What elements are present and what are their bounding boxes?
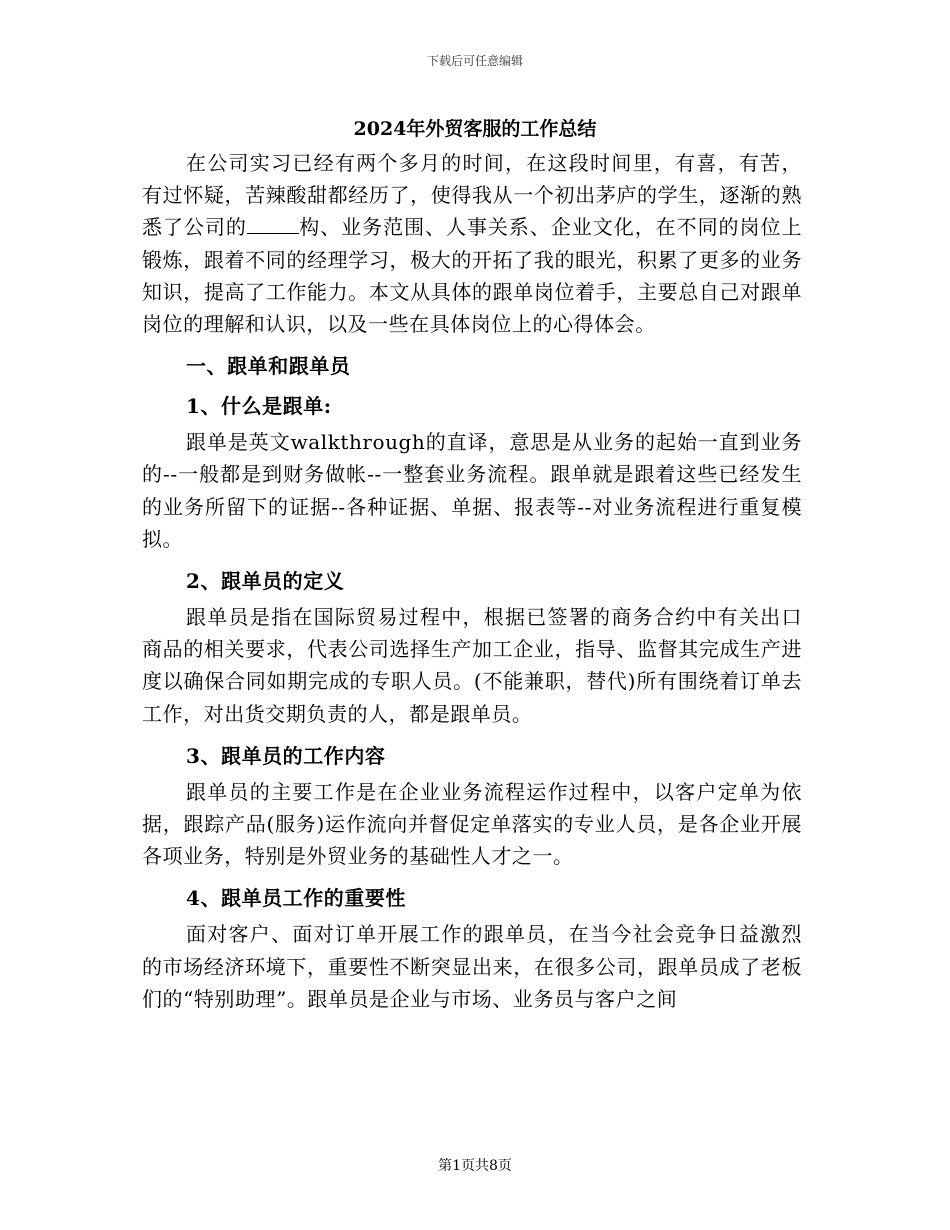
subsection-heading-1: 1、什么是跟单: xyxy=(186,394,332,419)
document-body xyxy=(142,147,802,1015)
subsection-paragraph-1: 跟单是英文walkthrough的直译，意思是从业务的起始一直到业务的--一般都是到财务做帐--一整套业务流程。跟单就是跟着这些已经发生的业务所留下的证据--各种证据、单据、报表等--对业务流程进行重复模拟。 xyxy=(142,430,802,551)
intro-text-part2: 构、业务范围、人事关系、企业文化，在不同的岗位上锻炼，跟着不同的经理学习，极大的开拓了我的眼光，积累了更多的业务知识，提高了工作能力。本文从具体的跟单岗位着手，主要总自己对跟单岗位的理解和认识，以及一些在具体岗位上的心得体会。 xyxy=(142,215,802,337)
subsection-heading-2: 2、跟单员的定义 xyxy=(186,569,345,594)
subsection-heading-3: 3、跟单员的工作内容 xyxy=(186,743,386,768)
subsection-paragraph-4: 面对客户、面对订单开展工作的跟单员，在当今社会竞争日益激烈的市场经济环境下，重要性不断突显出来，在很多公司，跟单员成了老板们的“特别助理”。跟单员是企业与市场、业务员与客户之间 xyxy=(142,922,802,1011)
section-heading-1: 一、跟单和跟单员 xyxy=(186,354,351,379)
intro-text-part1: 在公司实习已经有两个多月的时间，在这段时间里，有喜，有苦，有过怀疑，苦辣酸甜都经历了，使得我从一个初出茅庐的学生，逐渐的熟悉了公司的 xyxy=(142,151,802,240)
fill-in-blank xyxy=(247,215,299,234)
page-indicator: 第1页共8页 xyxy=(438,1158,512,1174)
subsection-paragraph-2: 跟单员是指在国际贸易过程中，根据已签署的商务合约中有关出口商品的相关要求，代表公司选择生产加工企业，指导、监督其完成生产进度以确保合同如期完成的专职人员。(不能兼职，替代)所有围绕着订单去工作，对出货交期负责的人，都是跟单员。 xyxy=(142,605,802,726)
document-title: 2024年外贸客服的工作总结 xyxy=(353,118,597,140)
subsection-paragraph-3: 跟单员的主要工作是在企业业务流程运作过程中，以客户定单为依据，跟踪产品(服务)运作流向并督促定单落实的专业人员，是各企业开展各项业务，特别是外贸业务的基础性人才之一。 xyxy=(142,779,802,869)
header-note: 下载后可任意编辑 xyxy=(426,54,523,68)
intro-paragraph xyxy=(142,147,802,340)
subsection-heading-4: 4、跟单员工作的重要性 xyxy=(186,886,406,911)
